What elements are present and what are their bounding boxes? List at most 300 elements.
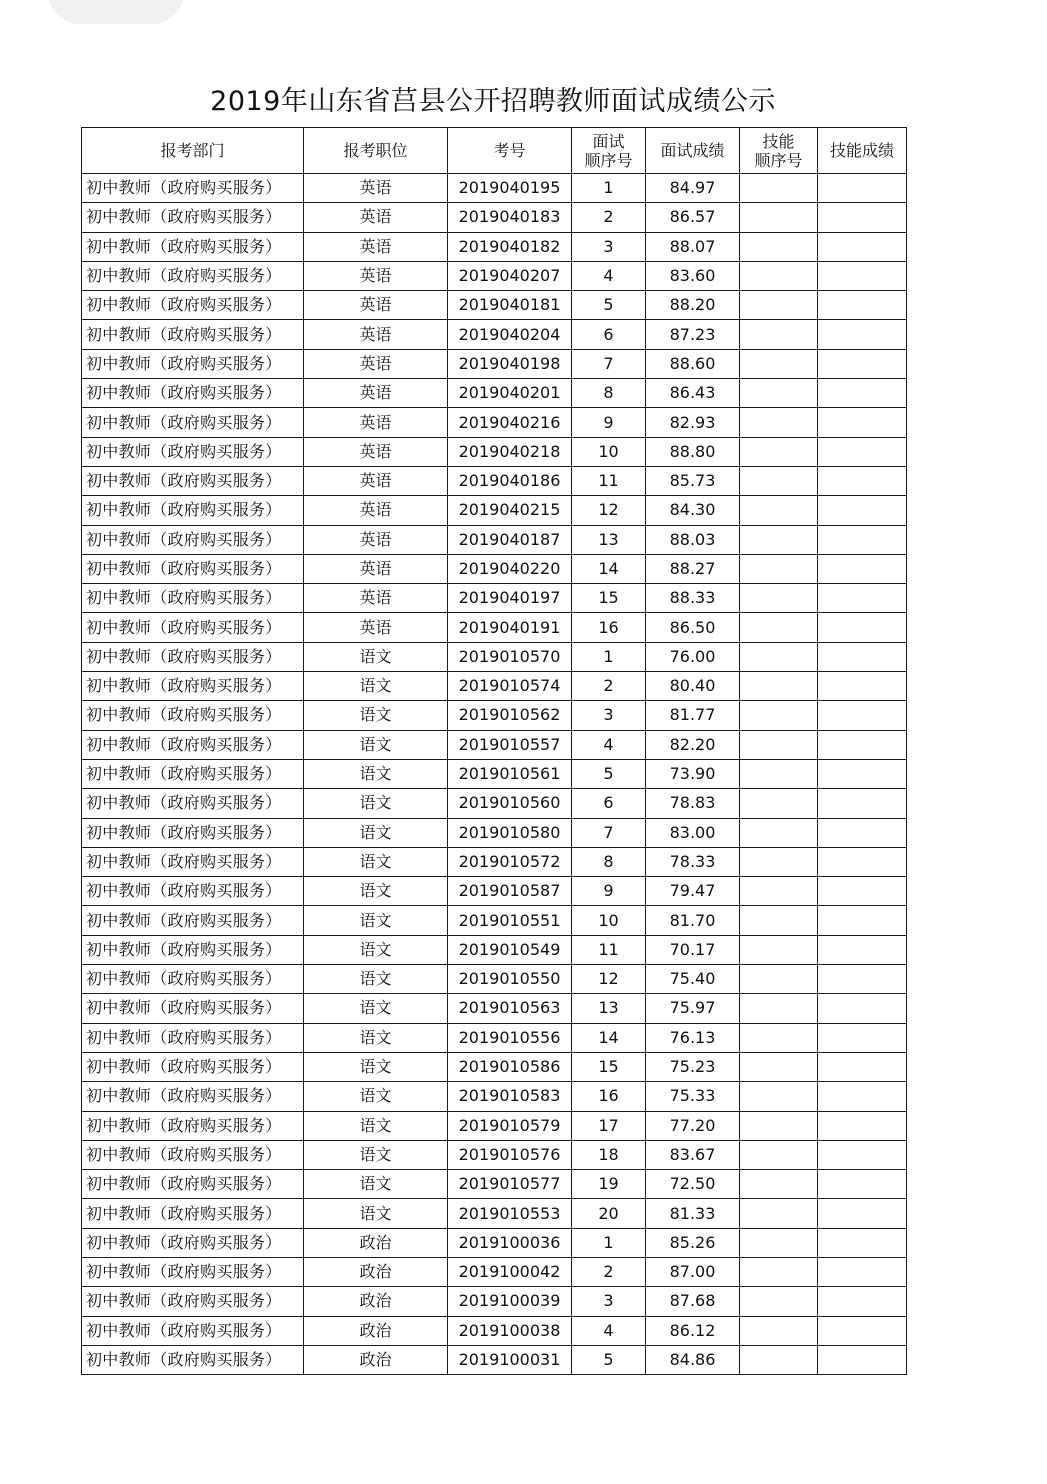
cell-skill-score [818, 759, 907, 788]
table-row [82, 965, 907, 994]
cell-position: 语文 [304, 642, 448, 671]
header-dept: 报考部门 [82, 128, 304, 174]
table-row [82, 554, 907, 583]
cell-interview-order: 7 [572, 349, 646, 378]
cell-dept: 初中教师（政府购买服务） [82, 1287, 304, 1316]
cell-skill-order [740, 174, 818, 203]
cell-exam-id: 2019010556 [448, 1023, 572, 1052]
cell-position: 英语 [304, 437, 448, 466]
cell-position: 语文 [304, 906, 448, 935]
cell-interview-order: 15 [572, 1052, 646, 1081]
cell-skill-score [818, 437, 907, 466]
scores-table [81, 127, 907, 1375]
cell-skill-score [818, 320, 907, 349]
table-row [82, 379, 907, 408]
cell-skill-score [818, 613, 907, 642]
cell-dept: 初中教师（政府购买服务） [82, 965, 304, 994]
cell-exam-id: 2019010557 [448, 730, 572, 759]
cell-dept: 初中教师（政府购买服务） [82, 672, 304, 701]
cell-interview-order: 14 [572, 554, 646, 583]
cell-interview-order: 6 [572, 789, 646, 818]
cell-skill-order [740, 701, 818, 730]
cell-dept: 初中教师（政府购买服务） [82, 877, 304, 906]
cell-skill-score [818, 1023, 907, 1052]
cell-exam-id: 2019010574 [448, 672, 572, 701]
cell-skill-score [818, 1257, 907, 1286]
cell-skill-order [740, 642, 818, 671]
cell-skill-score [818, 1199, 907, 1228]
cell-exam-id: 2019100036 [448, 1228, 572, 1257]
cell-interview-order: 4 [572, 1316, 646, 1345]
cell-exam-id: 2019040195 [448, 174, 572, 203]
table-row [82, 701, 907, 730]
cell-dept: 初中教师（政府购买服务） [82, 701, 304, 730]
cell-skill-order [740, 1257, 818, 1286]
cell-skill-order [740, 994, 818, 1023]
cell-interview-score: 83.60 [646, 261, 740, 290]
cell-position: 语文 [304, 994, 448, 1023]
cell-exam-id: 2019040220 [448, 554, 572, 583]
table-row [82, 759, 907, 788]
cell-interview-order: 7 [572, 818, 646, 847]
cell-skill-order [740, 1228, 818, 1257]
cell-position: 英语 [304, 291, 448, 320]
cell-position: 英语 [304, 174, 448, 203]
cell-exam-id: 2019010576 [448, 1140, 572, 1169]
cell-dept: 初中教师（政府购买服务） [82, 496, 304, 525]
cell-skill-order [740, 965, 818, 994]
cell-skill-order [740, 1316, 818, 1345]
cell-dept: 初中教师（政府购买服务） [82, 320, 304, 349]
cell-skill-score [818, 1082, 907, 1111]
cell-interview-score: 81.70 [646, 906, 740, 935]
cell-skill-score [818, 232, 907, 261]
cell-interview-order: 14 [572, 1023, 646, 1052]
cell-position: 语文 [304, 847, 448, 876]
cell-interview-order: 1 [572, 174, 646, 203]
cell-skill-order [740, 291, 818, 320]
cell-skill-order [740, 232, 818, 261]
cell-dept: 初中教师（政府购买服务） [82, 1257, 304, 1286]
cell-skill-score [818, 554, 907, 583]
cell-position: 英语 [304, 320, 448, 349]
cell-position: 英语 [304, 408, 448, 437]
table-row [82, 642, 907, 671]
cell-position: 语文 [304, 789, 448, 818]
cell-interview-score: 88.07 [646, 232, 740, 261]
cell-skill-order [740, 349, 818, 378]
cell-dept: 初中教师（政府购买服务） [82, 818, 304, 847]
cell-skill-score [818, 1316, 907, 1345]
cell-interview-order: 3 [572, 232, 646, 261]
cell-interview-score: 73.90 [646, 759, 740, 788]
cell-skill-order [740, 408, 818, 437]
cell-interview-score: 75.33 [646, 1082, 740, 1111]
header-skill-score: 技能成绩 [818, 128, 907, 174]
cell-interview-order: 11 [572, 466, 646, 495]
table-row [82, 174, 907, 203]
table-row [82, 1170, 907, 1199]
cell-skill-score [818, 730, 907, 759]
cell-exam-id: 2019100031 [448, 1345, 572, 1374]
cell-dept: 初中教师（政府购买服务） [82, 554, 304, 583]
cell-skill-score [818, 1287, 907, 1316]
cell-exam-id: 2019040197 [448, 584, 572, 613]
cell-interview-order: 16 [572, 1082, 646, 1111]
cell-interview-score: 83.00 [646, 818, 740, 847]
cell-skill-score [818, 1052, 907, 1081]
cell-dept: 初中教师（政府购买服务） [82, 642, 304, 671]
cell-interview-score: 81.33 [646, 1199, 740, 1228]
cell-skill-score [818, 1170, 907, 1199]
cell-position: 语文 [304, 965, 448, 994]
cell-position: 语文 [304, 818, 448, 847]
table-row [82, 1052, 907, 1081]
cell-dept: 初中教师（政府购买服务） [82, 1082, 304, 1111]
cell-exam-id: 2019010586 [448, 1052, 572, 1081]
cell-interview-order: 17 [572, 1111, 646, 1140]
cell-interview-score: 78.83 [646, 789, 740, 818]
cell-interview-score: 84.97 [646, 174, 740, 203]
table-row [82, 994, 907, 1023]
cell-dept: 初中教师（政府购买服务） [82, 613, 304, 642]
cell-skill-order [740, 818, 818, 847]
cell-interview-order: 4 [572, 730, 646, 759]
cell-skill-score [818, 642, 907, 671]
cell-skill-order [740, 935, 818, 964]
cell-position: 语文 [304, 1082, 448, 1111]
cell-dept: 初中教师（政府购买服务） [82, 1023, 304, 1052]
page-title: 2019年山东省莒县公开招聘教师面试成绩公示 [210, 86, 776, 117]
cell-dept: 初中教师（政府购买服务） [82, 408, 304, 437]
cell-exam-id: 2019040187 [448, 525, 572, 554]
cell-interview-score: 87.00 [646, 1257, 740, 1286]
cell-dept: 初中教师（政府购买服务） [82, 1316, 304, 1345]
table-row [82, 1345, 907, 1374]
cell-interview-score: 83.67 [646, 1140, 740, 1169]
header-skill-order-line2: 顺序号 [754, 150, 803, 170]
cell-interview-score: 88.80 [646, 437, 740, 466]
cell-skill-order [740, 1287, 818, 1316]
cell-skill-score [818, 672, 907, 701]
cell-position: 英语 [304, 554, 448, 583]
cell-interview-score: 88.60 [646, 349, 740, 378]
cell-position: 语文 [304, 672, 448, 701]
cell-dept: 初中教师（政府购买服务） [82, 466, 304, 495]
table-row [82, 789, 907, 818]
cell-interview-order: 2 [572, 1257, 646, 1286]
table-row [82, 1228, 907, 1257]
table-row [82, 1082, 907, 1111]
cell-position: 政治 [304, 1345, 448, 1374]
cell-interview-order: 20 [572, 1199, 646, 1228]
cell-exam-id: 2019100039 [448, 1287, 572, 1316]
table-row [82, 203, 907, 232]
cell-interview-order: 1 [572, 1228, 646, 1257]
cell-exam-id: 2019010551 [448, 906, 572, 935]
cell-skill-score [818, 1140, 907, 1169]
cell-interview-score: 80.40 [646, 672, 740, 701]
cell-exam-id: 2019010563 [448, 994, 572, 1023]
cell-interview-score: 72.50 [646, 1170, 740, 1199]
cell-interview-score: 86.43 [646, 379, 740, 408]
cell-dept: 初中教师（政府购买服务） [82, 730, 304, 759]
cell-skill-score [818, 349, 907, 378]
cell-exam-id: 2019040186 [448, 466, 572, 495]
cell-interview-score: 70.17 [646, 935, 740, 964]
cell-exam-id: 2019040207 [448, 261, 572, 290]
cell-position: 政治 [304, 1257, 448, 1286]
cell-interview-score: 88.33 [646, 584, 740, 613]
cell-position: 政治 [304, 1287, 448, 1316]
cell-skill-order [740, 203, 818, 232]
cell-exam-id: 2019040183 [448, 203, 572, 232]
cell-skill-score [818, 379, 907, 408]
cell-dept: 初中教师（政府购买服务） [82, 1111, 304, 1140]
cell-exam-id: 2019010577 [448, 1170, 572, 1199]
cell-skill-order [740, 847, 818, 876]
cell-exam-id: 2019010553 [448, 1199, 572, 1228]
cell-skill-order [740, 906, 818, 935]
cell-skill-score [818, 818, 907, 847]
cell-skill-order [740, 379, 818, 408]
table-row [82, 877, 907, 906]
cell-interview-score: 86.50 [646, 613, 740, 642]
table-row [82, 906, 907, 935]
cell-position: 英语 [304, 466, 448, 495]
cell-exam-id: 2019010570 [448, 642, 572, 671]
cell-interview-order: 5 [572, 759, 646, 788]
cell-exam-id: 2019100038 [448, 1316, 572, 1345]
cell-position: 语文 [304, 701, 448, 730]
table-row [82, 847, 907, 876]
cell-dept: 初中教师（政府购买服务） [82, 291, 304, 320]
cell-interview-order: 18 [572, 1140, 646, 1169]
cell-interview-order: 10 [572, 906, 646, 935]
header-row [82, 128, 907, 174]
cell-exam-id: 2019040216 [448, 408, 572, 437]
cell-interview-order: 5 [572, 1345, 646, 1374]
cell-skill-score [818, 935, 907, 964]
table-row [82, 525, 907, 554]
cell-dept: 初中教师（政府购买服务） [82, 789, 304, 818]
header-interview-order-line1: 面试 [592, 131, 625, 151]
cell-position: 语文 [304, 1052, 448, 1081]
cell-position: 语文 [304, 1023, 448, 1052]
cell-dept: 初中教师（政府购买服务） [82, 994, 304, 1023]
cell-dept: 初中教师（政府购买服务） [82, 1170, 304, 1199]
cell-position: 语文 [304, 877, 448, 906]
cell-exam-id: 2019040204 [448, 320, 572, 349]
cell-interview-order: 13 [572, 994, 646, 1023]
cell-dept: 初中教师（政府购买服务） [82, 437, 304, 466]
cell-dept: 初中教师（政府购买服务） [82, 935, 304, 964]
cell-skill-score [818, 174, 907, 203]
table-row [82, 261, 907, 290]
cell-position: 英语 [304, 613, 448, 642]
cell-skill-score [818, 261, 907, 290]
cell-dept: 初中教师（政府购买服务） [82, 232, 304, 261]
cell-position: 英语 [304, 261, 448, 290]
cell-dept: 初中教师（政府购买服务） [82, 261, 304, 290]
cell-interview-score: 79.47 [646, 877, 740, 906]
cell-interview-order: 12 [572, 496, 646, 525]
cell-interview-score: 87.23 [646, 320, 740, 349]
cell-position: 英语 [304, 349, 448, 378]
cell-interview-score: 82.20 [646, 730, 740, 759]
cell-dept: 初中教师（政府购买服务） [82, 906, 304, 935]
table-row [82, 349, 907, 378]
cell-exam-id: 2019010560 [448, 789, 572, 818]
cell-position: 英语 [304, 525, 448, 554]
cell-dept: 初中教师（政府购买服务） [82, 349, 304, 378]
cell-interview-order: 10 [572, 437, 646, 466]
cell-dept: 初中教师（政府购买服务） [82, 203, 304, 232]
cell-dept: 初中教师（政府购买服务） [82, 1345, 304, 1374]
cell-dept: 初中教师（政府购买服务） [82, 584, 304, 613]
cell-exam-id: 2019010561 [448, 759, 572, 788]
cell-interview-order: 8 [572, 379, 646, 408]
cell-interview-score: 85.73 [646, 466, 740, 495]
table-row [82, 1316, 907, 1345]
cell-interview-order: 2 [572, 203, 646, 232]
cell-skill-order [740, 525, 818, 554]
cell-skill-order [740, 877, 818, 906]
cell-interview-score: 88.03 [646, 525, 740, 554]
cell-position: 英语 [304, 379, 448, 408]
cell-skill-order [740, 1052, 818, 1081]
cell-skill-score [818, 1345, 907, 1374]
cell-exam-id: 2019040201 [448, 379, 572, 408]
cell-skill-score [818, 847, 907, 876]
cell-skill-order [740, 1140, 818, 1169]
cell-skill-score [818, 291, 907, 320]
cell-interview-score: 78.33 [646, 847, 740, 876]
cell-exam-id: 2019040191 [448, 613, 572, 642]
cell-position: 语文 [304, 1111, 448, 1140]
cell-skill-order [740, 466, 818, 495]
cell-dept: 初中教师（政府购买服务） [82, 759, 304, 788]
cell-interview-order: 19 [572, 1170, 646, 1199]
cell-skill-order [740, 1199, 818, 1228]
cell-skill-score [818, 496, 907, 525]
cell-interview-score: 81.77 [646, 701, 740, 730]
cell-skill-order [740, 554, 818, 583]
cell-skill-score [818, 701, 907, 730]
cell-dept: 初中教师（政府购买服务） [82, 1140, 304, 1169]
cell-skill-order [740, 1345, 818, 1374]
cell-exam-id: 2019100042 [448, 1257, 572, 1286]
table-row [82, 672, 907, 701]
table-row [82, 291, 907, 320]
cell-skill-order [740, 320, 818, 349]
cell-exam-id: 2019010579 [448, 1111, 572, 1140]
cell-exam-id: 2019040198 [448, 349, 572, 378]
cell-exam-id: 2019010572 [448, 847, 572, 876]
cell-interview-order: 3 [572, 1287, 646, 1316]
cell-interview-order: 9 [572, 877, 646, 906]
cell-interview-score: 86.12 [646, 1316, 740, 1345]
table-body [82, 174, 907, 1375]
cell-skill-score [818, 408, 907, 437]
cell-skill-score [818, 584, 907, 613]
header-interview-order-line2: 顺序号 [584, 150, 633, 170]
table-row [82, 1111, 907, 1140]
header-interview-score: 面试成绩 [646, 128, 740, 174]
table-row [82, 1199, 907, 1228]
cell-position: 英语 [304, 496, 448, 525]
cell-exam-id: 2019010580 [448, 818, 572, 847]
cell-skill-order [740, 261, 818, 290]
cell-skill-score [818, 906, 907, 935]
cell-interview-score: 88.27 [646, 554, 740, 583]
cell-skill-order [740, 730, 818, 759]
cell-position: 语文 [304, 759, 448, 788]
cell-interview-order: 15 [572, 584, 646, 613]
cell-position: 语文 [304, 1140, 448, 1169]
cell-skill-order [740, 584, 818, 613]
cell-interview-order: 8 [572, 847, 646, 876]
cell-position: 英语 [304, 203, 448, 232]
table-row [82, 408, 907, 437]
cell-dept: 初中教师（政府购买服务） [82, 847, 304, 876]
cell-dept: 初中教师（政府购买服务） [82, 174, 304, 203]
table-row [82, 1023, 907, 1052]
cell-skill-order [740, 789, 818, 818]
cell-exam-id: 2019010587 [448, 877, 572, 906]
cell-skill-order [740, 1023, 818, 1052]
table-row [82, 437, 907, 466]
cell-dept: 初中教师（政府购买服务） [82, 1052, 304, 1081]
cell-interview-order: 2 [572, 672, 646, 701]
cell-exam-id: 2019010550 [448, 965, 572, 994]
header-interview-order [572, 128, 646, 174]
cell-skill-score [818, 789, 907, 818]
cell-interview-order: 11 [572, 935, 646, 964]
cell-interview-score: 85.26 [646, 1228, 740, 1257]
cell-interview-score: 77.20 [646, 1111, 740, 1140]
cell-interview-order: 16 [572, 613, 646, 642]
table-row [82, 1140, 907, 1169]
cell-interview-order: 1 [572, 642, 646, 671]
corner-overlay-shape [48, 0, 184, 24]
cell-interview-score: 84.30 [646, 496, 740, 525]
cell-interview-score: 76.00 [646, 642, 740, 671]
cell-dept: 初中教师（政府购买服务） [82, 525, 304, 554]
cell-exam-id: 2019040182 [448, 232, 572, 261]
header-position: 报考职位 [304, 128, 448, 174]
cell-skill-order [740, 759, 818, 788]
table-row [82, 466, 907, 495]
cell-dept: 初中教师（政府购买服务） [82, 1228, 304, 1257]
cell-skill-score [818, 965, 907, 994]
table-row [82, 232, 907, 261]
cell-skill-score [818, 994, 907, 1023]
cell-position: 政治 [304, 1316, 448, 1345]
cell-skill-order [740, 437, 818, 466]
cell-skill-order [740, 613, 818, 642]
cell-position: 语文 [304, 730, 448, 759]
cell-skill-order [740, 1111, 818, 1140]
cell-position: 政治 [304, 1228, 448, 1257]
cell-position: 英语 [304, 584, 448, 613]
cell-interview-order: 9 [572, 408, 646, 437]
cell-dept: 初中教师（政府购买服务） [82, 379, 304, 408]
cell-interview-score: 82.93 [646, 408, 740, 437]
cell-interview-order: 5 [572, 291, 646, 320]
cell-exam-id: 2019010583 [448, 1082, 572, 1111]
table-row [82, 320, 907, 349]
